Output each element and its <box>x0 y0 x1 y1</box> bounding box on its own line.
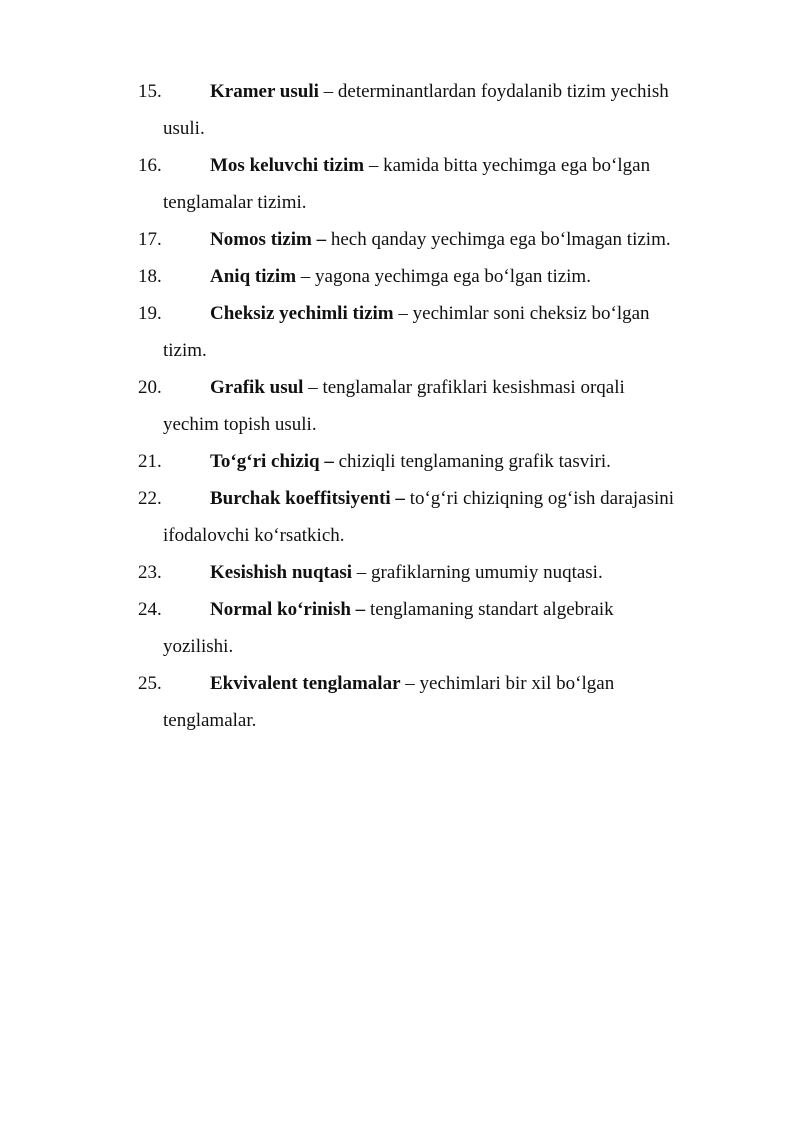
glossary-entry <box>138 480 738 554</box>
entry-term: Cheksiz yechimli tizim <box>210 303 394 324</box>
entry-definition-continued: tenglamalar tizimi. <box>163 192 307 213</box>
entry-definition: – grafiklarning umumiy nuqtasi. <box>352 562 603 583</box>
glossary-entry <box>138 554 738 591</box>
glossary-list <box>138 73 738 739</box>
entry-term: Aniq tizim <box>210 266 297 287</box>
glossary-entry <box>138 369 738 443</box>
entry-definition: – yagona yechimga ega bo‘lgan tizim. <box>296 266 591 287</box>
entry-term: Ekvivalent tenglamalar <box>210 673 401 694</box>
entry-number: 20. <box>138 377 162 398</box>
entry-term: Normal ko‘rinish – <box>210 599 366 620</box>
entry-definition-continued: tizim. <box>163 340 207 361</box>
glossary-entry <box>138 443 738 480</box>
entry-definition: hech qanday yechimga ega bo‘lmagan tizim. <box>326 229 671 250</box>
entry-term: To‘g‘ri chiziq – <box>210 451 334 472</box>
entry-term: Mos keluvchi tizim <box>210 155 365 176</box>
entry-definition-continued: tenglamalar. <box>163 710 257 731</box>
entry-number: 16. <box>138 155 162 176</box>
entry-definition: chiziqli tenglamaning grafik tasviri. <box>333 451 611 472</box>
glossary-entry <box>138 591 738 665</box>
glossary-entry <box>138 147 738 221</box>
entry-definition-continued: usuli. <box>163 118 205 139</box>
entry-number: 25. <box>138 673 162 694</box>
entry-number: 23. <box>138 562 162 583</box>
glossary-entry <box>138 221 738 258</box>
entry-number: 22. <box>138 488 162 509</box>
entry-number: 17. <box>138 229 162 250</box>
entry-definition: tenglamaning standart algebraik <box>365 599 614 620</box>
glossary-entry <box>138 295 738 369</box>
glossary-entry <box>138 73 738 147</box>
entry-number: 24. <box>138 599 162 620</box>
entry-number: 21. <box>138 451 162 472</box>
entry-term: Kramer usuli <box>210 81 319 102</box>
entry-definition: – kamida bitta yechimga ega bo‘lgan <box>364 155 651 176</box>
entry-definition: – yechimlar soni cheksiz bo‘lgan <box>393 303 650 324</box>
glossary-entry <box>138 258 738 295</box>
entry-term: Nomos tizim – <box>210 229 327 250</box>
entry-term: Grafik usul <box>210 377 304 398</box>
entry-term: Kesishish nuqtasi <box>210 562 353 583</box>
entry-definition: – yechimlari bir xil bo‘lgan <box>400 673 615 694</box>
glossary-entry <box>138 665 738 739</box>
entry-number: 18. <box>138 266 162 287</box>
entry-definition: – determinantlardan foydalanib tizim yechish <box>318 81 669 102</box>
entry-number: 15. <box>138 81 162 102</box>
entry-definition: – tenglamalar grafiklari kesishmasi orqali <box>303 377 625 398</box>
entry-definition-continued: yechim topish usuli. <box>163 414 317 435</box>
entry-definition-continued: ifodalovchi ko‘rsatkich. <box>163 525 345 546</box>
entry-number: 19. <box>138 303 162 324</box>
entry-definition: to‘g‘ri chiziqning og‘ish darajasini <box>404 488 675 509</box>
entry-term: Burchak koeffitsiyenti – <box>210 488 405 509</box>
entry-definition-continued: yozilishi. <box>163 636 234 657</box>
